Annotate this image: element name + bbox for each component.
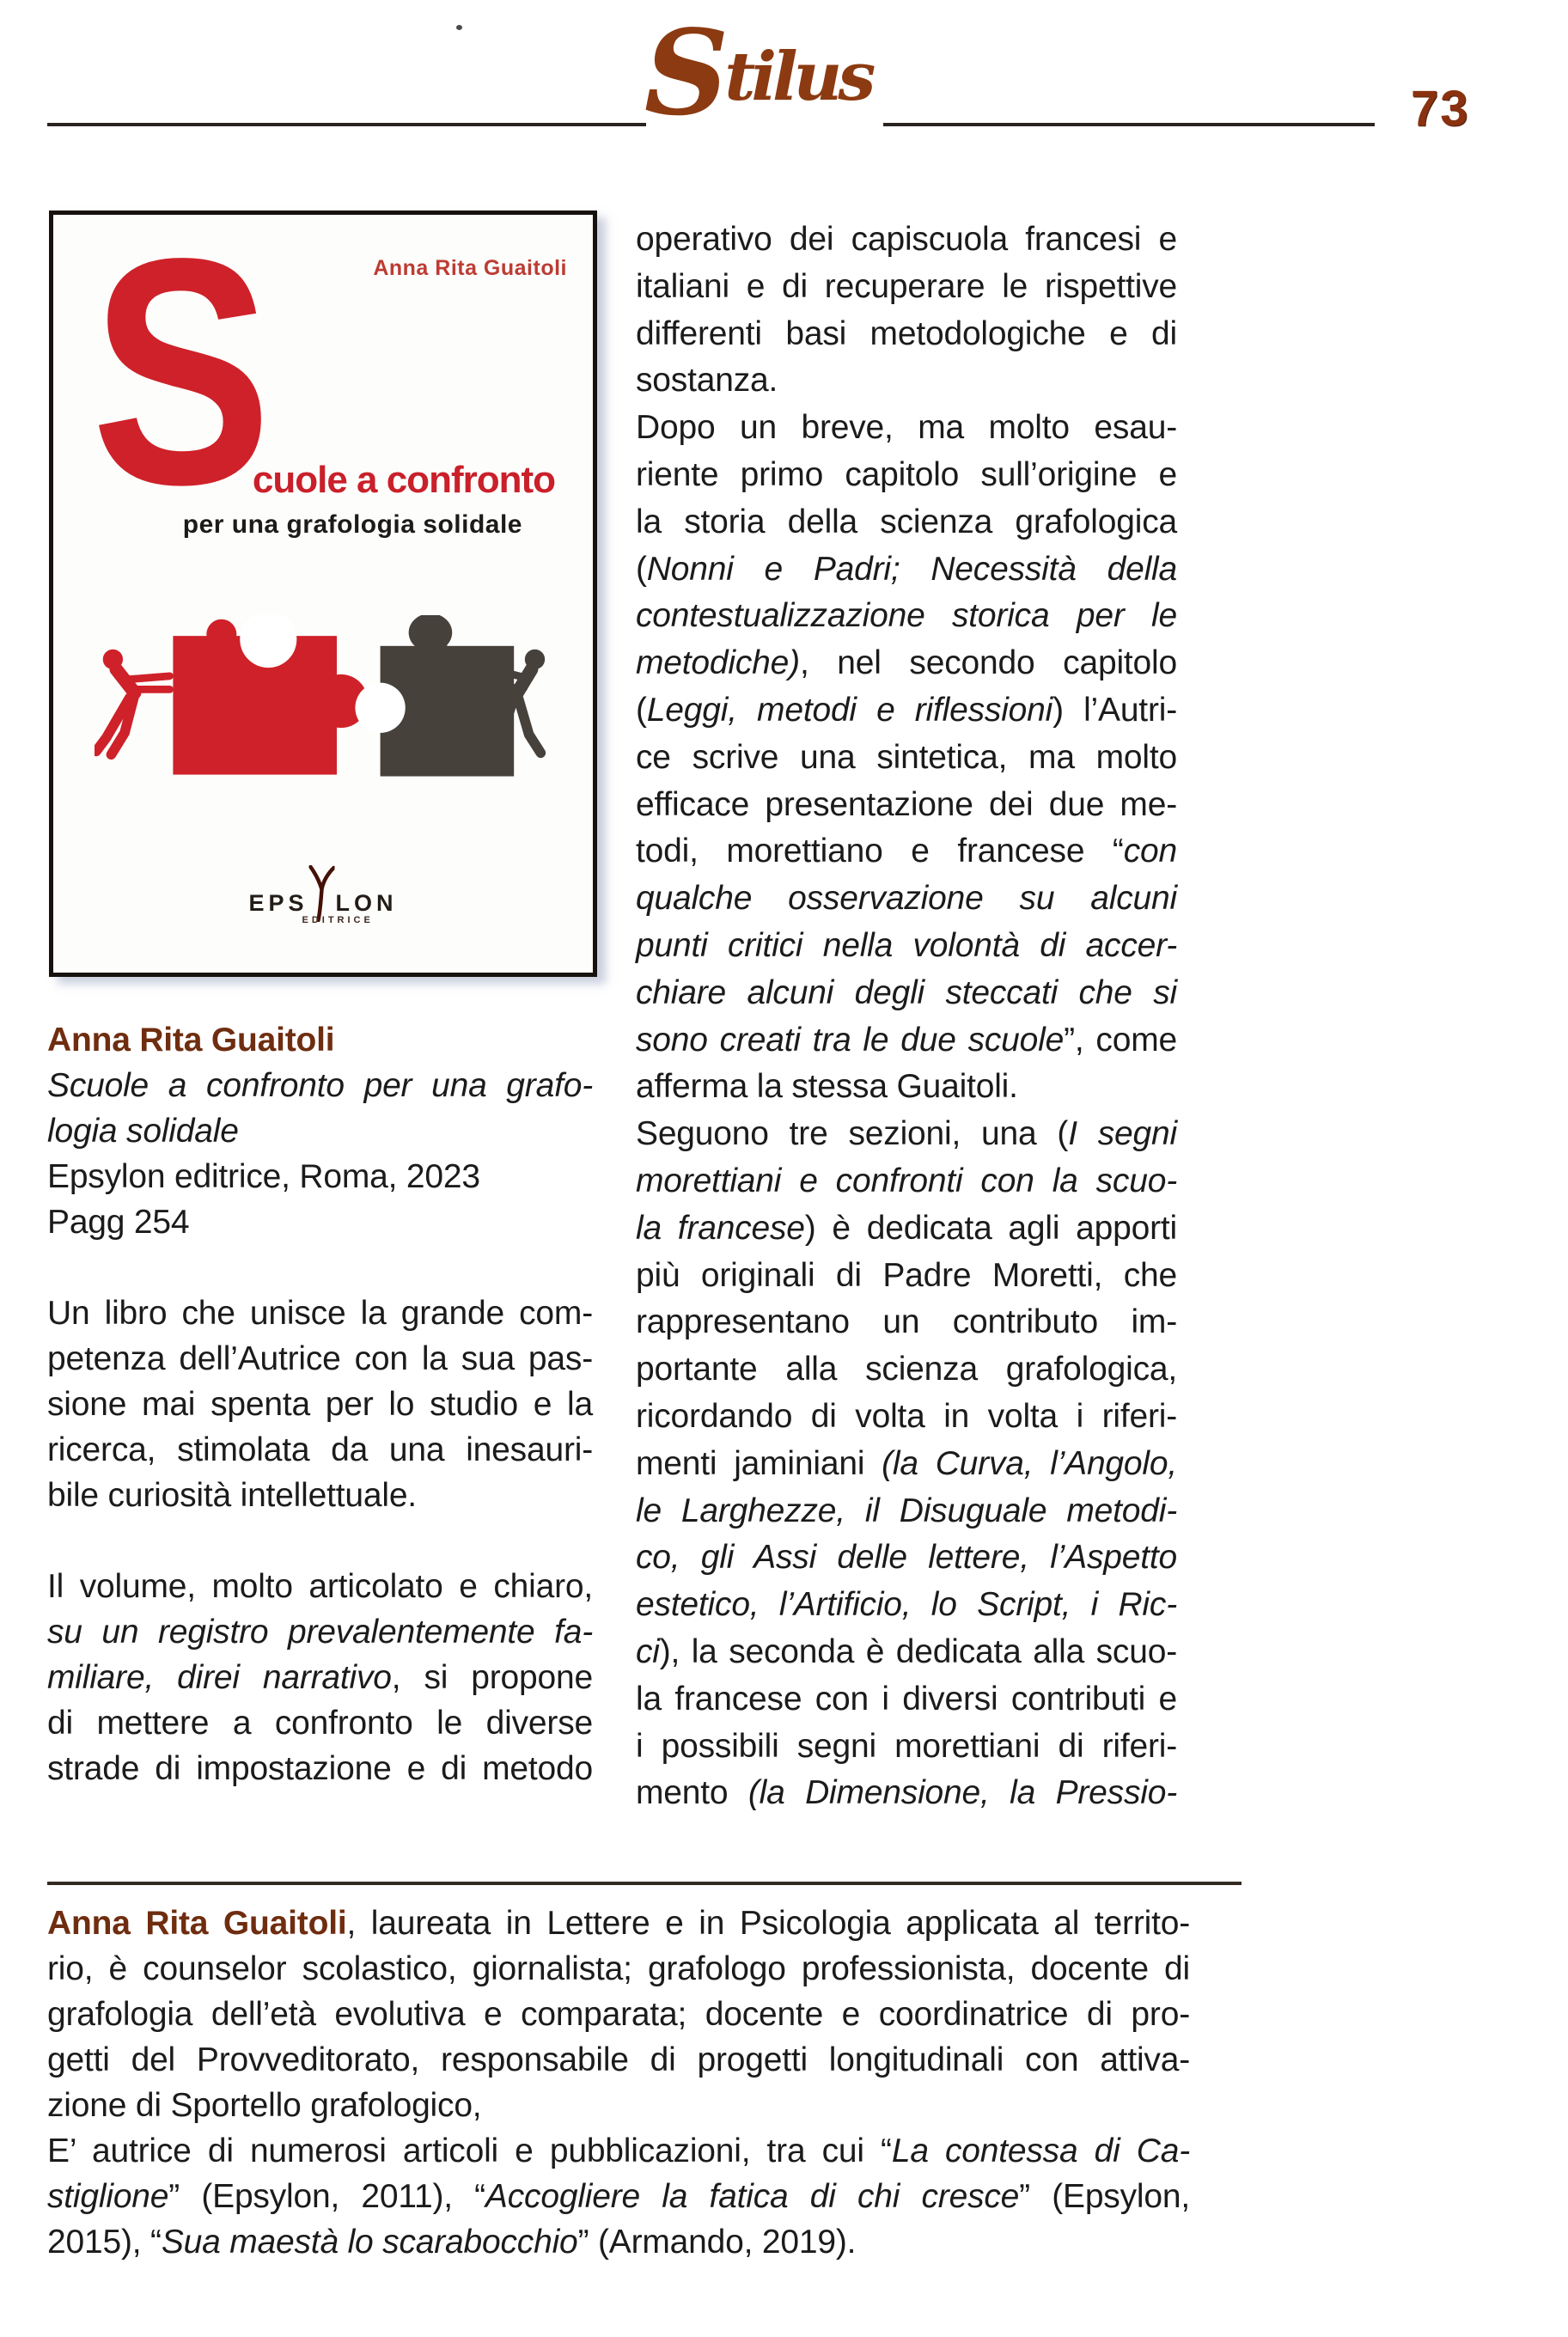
text-segment: italiani e di recuperare le rispettive	[636, 267, 1177, 305]
epsylon-y-icon	[309, 865, 335, 922]
text-line	[636, 970, 1177, 1017]
cover-initial-letter: S	[91, 192, 272, 552]
text-segment: , nel secondo capitolo	[799, 644, 1177, 682]
text-line	[47, 1291, 593, 1336]
text-line	[47, 1946, 1190, 1992]
text-line	[636, 311, 1177, 358]
text-line	[636, 876, 1177, 923]
text-segment: (	[636, 550, 647, 588]
text-line	[636, 499, 1177, 546]
text-segment: più originali di Padre Moretti, che	[636, 1256, 1177, 1294]
text-segment: con	[1123, 833, 1177, 870]
text-segment: (la Curva, l’Angolo,	[882, 1444, 1178, 1482]
text-segment: rio, è counselor scolastico, giornalista; grafologo professionista, docente di	[47, 1950, 1190, 1987]
text-segment: ”, come	[1064, 1021, 1177, 1059]
text-line	[47, 2083, 1190, 2128]
text-segment: zione di Sportello grafologico,	[47, 2087, 482, 2124]
text-line	[636, 1724, 1177, 1771]
stilus-logo	[629, 4, 887, 143]
text-segment: Un libro che unisce la grande com-	[47, 1295, 593, 1332]
text-line	[47, 1336, 593, 1382]
text-line	[636, 1535, 1177, 1582]
text-segment: Il volume, molto articolato e chiaro,	[47, 1568, 593, 1605]
text-segment: Seguono tre sezioni, una (	[636, 1115, 1069, 1153]
puzzle-illustration	[95, 615, 550, 787]
text-segment: ci	[636, 1632, 660, 1670]
text-segment: ), la seconda è dedicata alla scuo-	[659, 1632, 1177, 1670]
text-line	[636, 1111, 1177, 1158]
text-segment: afferma la stessa Guaitoli.	[636, 1068, 1018, 1106]
cover-author: Anna Rita Guaitoli	[373, 256, 567, 280]
text-line	[636, 357, 1177, 405]
epsylon-logo	[248, 890, 397, 925]
text-segment: i possibili segni morettiani di riferi-	[636, 1727, 1177, 1765]
header-rule-left	[47, 123, 646, 126]
text-segment: Scuole a confronto per una grafo-	[47, 1067, 593, 1104]
text-segment: di mettere a confronto le diverse	[47, 1705, 593, 1742]
text-segment: grafologia dell’età evolutiva e comparata; docente e coordinatrice di pro-	[47, 1996, 1190, 2033]
text-line	[47, 1992, 1190, 2037]
text-segment: ricerca, stimolata da una inesauri-	[47, 1431, 593, 1468]
text-segment: qualche osservazione su alcuni	[636, 880, 1177, 918]
text-line	[47, 2128, 1190, 2174]
stilus-initial: S	[644, 4, 725, 143]
text-line	[636, 1253, 1177, 1300]
text-segment: metodiche)	[636, 644, 800, 682]
text-segment: estetico, l’Artificio, lo Script, i Ric-	[636, 1586, 1177, 1624]
text-line	[47, 1382, 593, 1427]
red-puzzle-icon	[173, 615, 368, 775]
text-line	[636, 593, 1177, 640]
text-segment: , laureata in Lettere e in Psicologia applicata al territo-	[346, 1905, 1190, 1942]
text-segment: todi, morettiano e francese “	[636, 833, 1124, 870]
page-number: 73	[1411, 81, 1470, 137]
text-line	[636, 1346, 1177, 1394]
text-segment: Sua maestà lo scarabocchio	[161, 2224, 578, 2261]
text-segment: la storia della scienza grafologica	[636, 503, 1177, 540]
text-segment: portante alla scienza grafologica,	[636, 1351, 1177, 1388]
cover-title: cuole a confronto	[252, 459, 555, 501]
scan-speck	[456, 25, 462, 30]
text-line	[636, 1205, 1177, 1253]
text-segment: miliare, direi narrativo	[47, 1659, 392, 1696]
text-line	[47, 1063, 593, 1108]
line-gap	[47, 1518, 593, 1564]
right-column	[636, 217, 1177, 1817]
text-segment: ce scrive una sintetica, ma molto	[636, 738, 1177, 776]
text-segment: differenti basi metodologiche e di	[636, 314, 1177, 352]
text-line	[636, 782, 1177, 829]
stilus-rest: tilus	[724, 38, 872, 116]
text-segment: Dopo un breve, ma molto esau-	[636, 409, 1177, 447]
text-line	[47, 1199, 593, 1245]
text-segment: sione mai spenta per lo studio e la	[47, 1386, 593, 1423]
text-segment: 2015), “	[47, 2224, 162, 2261]
text-segment: I segni	[1068, 1115, 1177, 1153]
text-line	[636, 1582, 1177, 1629]
text-segment: Anna Rita Guaitoli	[47, 1905, 347, 1942]
text-segment: ricordando di volta in volta i riferi-	[636, 1397, 1177, 1435]
text-segment: chiare alcuni degli steccati che si	[636, 973, 1177, 1011]
text-line	[636, 546, 1177, 594]
text-segment: punti critici nella volontà di accer-	[636, 926, 1177, 964]
left-column	[47, 1017, 593, 1791]
text-line	[636, 687, 1177, 735]
text-line	[47, 1154, 593, 1199]
text-line	[636, 923, 1177, 970]
text-segment: Epsylon editrice, Roma, 2023	[47, 1158, 480, 1195]
text-line	[636, 452, 1177, 499]
header-rule-right	[883, 123, 1375, 126]
text-segment: , si propone	[391, 1659, 593, 1696]
text-segment: operativo dei capiscuola francesi e	[636, 221, 1177, 258]
text-line	[47, 2037, 1190, 2083]
text-line	[47, 1427, 593, 1473]
text-segment: ” (Armando, 2019).	[577, 2224, 857, 2261]
text-segment: mento	[636, 1774, 748, 1812]
text-segment: menti jaminiani	[636, 1444, 882, 1482]
text-segment: getti del Provveditorato, responsabile di progetti longitudinali con attiva-	[47, 2041, 1190, 2078]
text-segment: su un registro prevalentemente fa-	[47, 1614, 593, 1651]
text-segment: ) l’Autri-	[1052, 691, 1177, 729]
text-segment: la francese con i diversi contributi e	[636, 1680, 1177, 1718]
text-segment: sono creati tra le due scuole	[636, 1021, 1065, 1059]
text-segment: le Larghezze, il Disuguale metodi-	[636, 1492, 1177, 1529]
text-line	[47, 2174, 1190, 2219]
text-line	[47, 1746, 593, 1791]
text-segment: Leggi, metodi e riflessioni	[646, 691, 1053, 729]
book-cover	[49, 192, 597, 977]
text-segment: sostanza.	[636, 362, 778, 400]
text-line	[47, 1473, 593, 1518]
text-line	[47, 1564, 593, 1609]
epsylon-eps-label: EPS	[248, 890, 308, 916]
cover-subtitle: per una grafologia solidale	[182, 510, 522, 539]
text-segment: la francese	[636, 1209, 805, 1247]
text-segment: (la Dimensione, la Pressio-	[747, 1774, 1177, 1812]
text-line	[47, 1108, 593, 1154]
text-line	[636, 828, 1177, 876]
text-segment: petenza dell’Autrice con la sua pas-	[47, 1340, 593, 1377]
text-line	[636, 264, 1177, 311]
text-segment: ” (Epsylon, 2011), “	[168, 2178, 485, 2215]
text-segment: logia solidale	[47, 1113, 239, 1150]
text-segment: Nonni e Padri; Necessità della	[646, 550, 1177, 588]
text-segment: stiglione	[47, 2178, 169, 2215]
text-line	[636, 1676, 1177, 1724]
text-segment: E’ autrice di numerosi articoli e pubblicazioni, tra cui “	[47, 2133, 892, 2169]
text-segment: contestualizzazione storica per le	[636, 597, 1177, 635]
text-line	[636, 1158, 1177, 1205]
text-line	[636, 1394, 1177, 1441]
text-segment: efficace presentazione dei due me-	[636, 785, 1177, 823]
text-segment: morettiani e confronti con la scuo-	[636, 1162, 1177, 1199]
epsylon-lon-label: LON	[335, 890, 398, 916]
text-line	[47, 1017, 593, 1063]
text-line	[636, 1017, 1177, 1065]
text-line	[636, 640, 1177, 687]
text-line	[47, 1700, 593, 1746]
red-figure-icon	[96, 650, 170, 755]
text-segment: rappresentano un contributo im-	[636, 1303, 1177, 1341]
text-line	[47, 1901, 1190, 1946]
text-segment: riente primo capitolo sull’origine e	[636, 455, 1177, 493]
text-line	[636, 1629, 1177, 1676]
divider-rule	[47, 1882, 1242, 1885]
text-segment: Pagg 254	[47, 1204, 190, 1241]
text-segment: co, gli Assi delle lettere, l’Aspetto	[636, 1539, 1177, 1577]
text-line	[636, 1488, 1177, 1535]
text-segment: Anna Rita Guaitoli	[47, 1022, 335, 1059]
text-line	[47, 1609, 593, 1655]
text-line	[636, 217, 1177, 264]
text-segment: ” (Epsylon,	[1019, 2178, 1190, 2215]
text-line	[636, 405, 1177, 452]
text-segment: bile curiosità intellettuale.	[47, 1477, 417, 1514]
line-gap	[47, 1245, 593, 1291]
text-line	[636, 735, 1177, 782]
text-segment: La contessa di Ca-	[891, 2133, 1191, 2169]
epsylon-editrice-label: EDITRICE	[302, 915, 374, 925]
bio-section	[47, 1901, 1190, 2265]
text-line	[47, 2219, 1190, 2265]
text-line	[636, 1770, 1177, 1817]
text-segment: Accogliere la fatica di chi cresce	[485, 2178, 1020, 2215]
text-segment: strade di impostazione e di metodo	[47, 1750, 593, 1787]
text-segment: ) è dedicata agli apporti	[804, 1209, 1177, 1247]
text-segment: (	[636, 691, 647, 729]
text-line	[636, 1064, 1177, 1111]
text-line	[636, 1441, 1177, 1488]
text-line	[47, 1655, 593, 1700]
text-line	[636, 1299, 1177, 1346]
